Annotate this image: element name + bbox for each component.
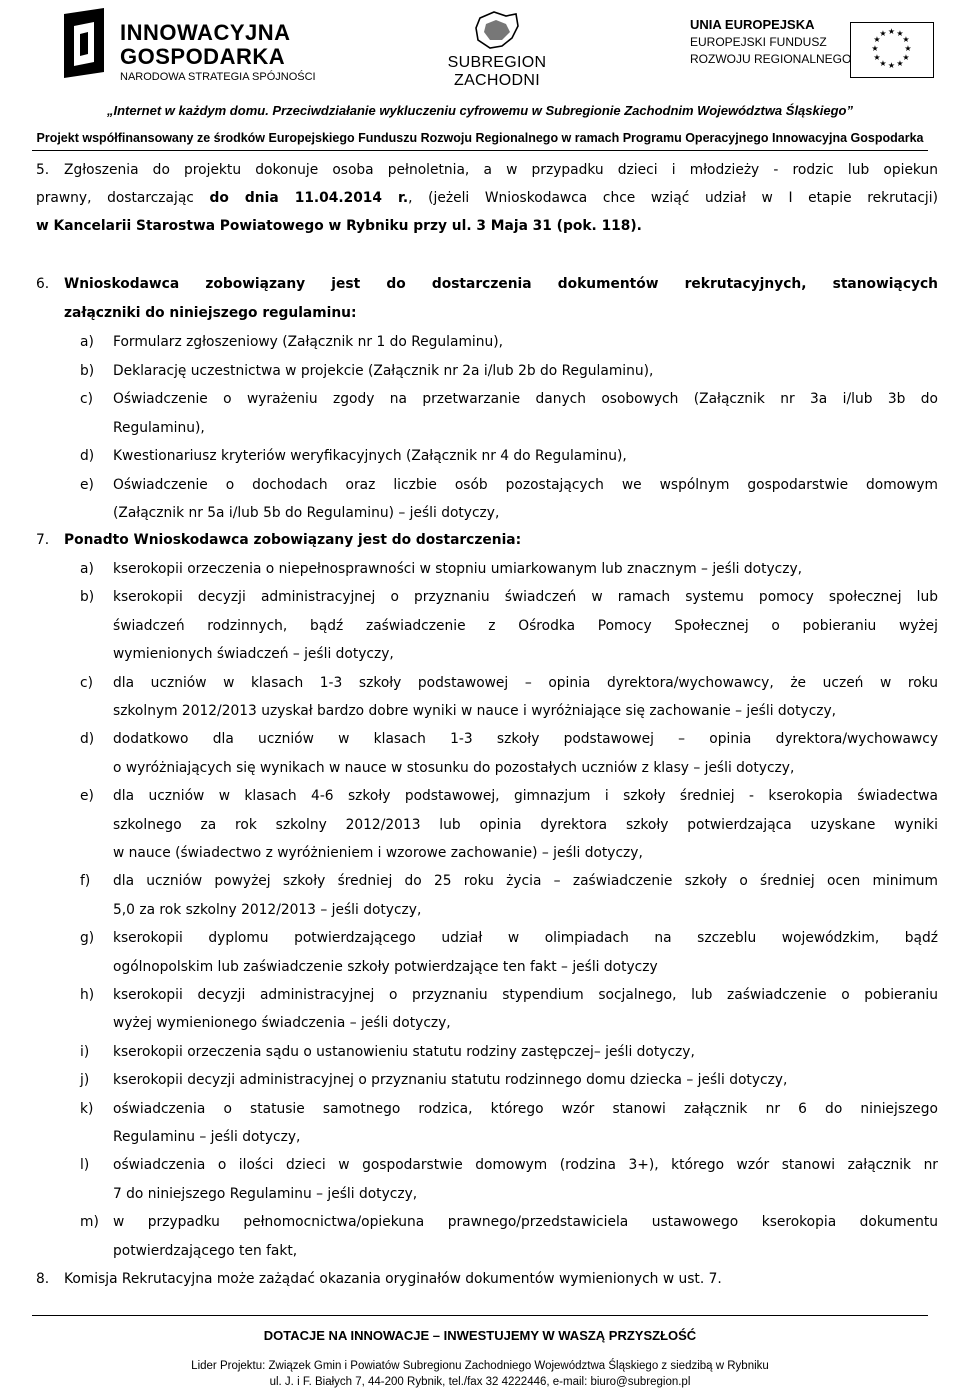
svg-text:★: ★ <box>873 53 881 62</box>
section-6-item-text: Deklarację uczestnictwa w projekcie (Załącznik nr 2a i/lub 2b do Regulaminu), <box>113 362 654 379</box>
section-6-item-text: Oświadczenie o wyrażeniu zgody na przetwarzanie danych osobowych (Załącznik nr 3a i/lub 3b do <box>113 391 938 407</box>
cofinancing-note: Projekt współfinansowany ze środków Europejskiego Funduszu Rozwoju Regionalnego w ramach Programu Operacyjnego Innowacyjna Gospodarka <box>36 131 924 145</box>
section-5-number: 5. <box>36 162 50 178</box>
section-7-item-label: m) <box>80 1214 99 1231</box>
section-6-item-text: Formularz zgłoszeniowy (Załącznik nr 1 do Regulaminu), <box>113 334 503 350</box>
section-7-item-text: ogólnopolskim lub zaświadczenie szkoły potwierdzające ten fakt – jeśli dotyczy <box>113 958 658 975</box>
subregion-logo-text: SUBREGION ZACHODNI <box>447 54 547 89</box>
svg-text:★: ★ <box>904 44 912 53</box>
section-7-item-text: szkolnym 2012/2013 uzyskał bardzo dobre wyniki w nauce i wyróżniające się zachowanie – jeśli dotyczy, <box>113 703 837 719</box>
logo-line-2: GOSPODARKA <box>120 44 286 69</box>
footer-slogan: DOTACJE NA INNOWACJE – INWESTUJEMY W WASZĄ PRZYSZŁOŚĆ <box>263 1328 697 1343</box>
svg-text:★: ★ <box>902 35 910 44</box>
svg-text:★: ★ <box>879 59 887 68</box>
logo-line-1: INNOWACYJNA <box>120 20 291 45</box>
section-7-line-1: Ponadto Wnioskodawca zobowiązany jest do dostarczenia: <box>64 532 522 548</box>
section-8-number: 8. <box>36 1271 50 1287</box>
section-5-line-2: prawny, dostarczając do dnia 11.04.2014 r., (jeżeli Wnioskodawca chce wziąć udział w I etapie rekrutacji) <box>36 190 938 206</box>
svg-text:★: ★ <box>879 29 887 38</box>
section-7-item-text: świadczeń rodzinnych, bądź zaświadczenie z Ośrodka Pomocy Społecznej o pobieraniu wyżej <box>113 617 938 634</box>
section-7-item-text: w przypadku pełnomocnictwa/opiekuna prawnego/przedstawiciela ustawowego kserokopia dokumentu <box>113 1214 938 1231</box>
section-6-item-text: (Załącznik nr 5a i/lub 5b do Regulaminu) – jeśli dotyczy, <box>113 505 500 521</box>
section-7-item-label: j) <box>80 1072 90 1089</box>
svg-text:★: ★ <box>871 44 879 53</box>
project-title: „Internet w każdym domu. Przeciwdziałanie wykluczeniu cyfrowemu w Subregionie Zachodnim Województwa Śląskiego” <box>107 103 853 118</box>
section-7-item-text: potwierdzającego ten fakt, <box>113 1242 298 1259</box>
section-6-item-text: Kwestionariusz kryteriów weryfikacyjnych (Załącznik nr 4 do Regulaminu), <box>113 448 627 464</box>
subregion-map-icon <box>472 10 522 52</box>
eu-logo-line-2: EUROPEJSKI FUNDUSZ <box>690 35 827 49</box>
footer-leader: Lider Projektu: Związek Gmin i Powiatów Subregionu Zachodniego Województwa Śląskiego z siedzibą w Rybniku <box>191 1360 769 1372</box>
svg-text:★: ★ <box>873 35 881 44</box>
section-6-number: 6. <box>36 276 50 292</box>
svg-text:★: ★ <box>896 29 904 38</box>
section-7-item-label: a) <box>80 561 94 577</box>
section-7-item-label: f) <box>80 873 91 890</box>
innowacyjna-gospodarka-logo <box>60 8 320 82</box>
section-7-item-label: l) <box>80 1157 90 1174</box>
section-7-item-text: dla uczniów w klasach 1-3 szkoły podstawowej – opinia dyrektora/wychowawcy, że uczeń w roku <box>113 674 938 691</box>
section-6-item-label: b) <box>80 362 95 379</box>
header-divider <box>32 150 928 151</box>
section-7-item-text: szkolnego za rok szkolny 2012/2013 lub opinia dyrektora szkoły potwierdzająca uzyskane wyniki <box>113 816 938 833</box>
section-6-line-2: załączniki do niniejszego regulaminu: <box>64 305 357 321</box>
section-7-item-text: wymienionych świadczeń – jeśli dotyczy, <box>113 646 394 663</box>
eu-flag-icon <box>850 22 934 78</box>
footer-divider <box>32 1315 928 1316</box>
eu-logo-line-1: UNIA EUROPEJSKA <box>690 17 815 32</box>
section-7-number: 7. <box>36 532 50 548</box>
section-7-item-label: g) <box>80 930 95 947</box>
logo-line-3: NARODOWA STRATEGIA SPÓJNOŚCI <box>120 71 316 83</box>
footer-address: ul. J. i F. Białych 7, 44-200 Rybnik, tel./fax 32 4222446, e-mail: biuro@subregion.pl <box>269 1376 691 1388</box>
svg-text:★: ★ <box>887 27 896 36</box>
section-7-item-label: c) <box>80 674 93 691</box>
section-7-item-text: kserokopii decyzji administracyjnej o przyznaniu stypendium socjalnego, lub zaświadczenie o pobieraniu <box>113 987 938 1003</box>
section-7-item-text: kserokopii decyzji administracyjnej o przyznaniu statutu rodzinnego domu dziecka – jeśli dotyczy, <box>113 1072 788 1089</box>
section-5-line-1: Zgłoszenia do projektu dokonuje osoba pełnoletnia, a w przypadku dzieci i młodzieży - rodzic lub opiekun <box>64 162 938 178</box>
section-7-item-text: 7 do niniejszego Regulaminu – jeśli dotyczy, <box>113 1185 418 1202</box>
section-6-item-text: Oświadczenie o dochodach oraz liczbie osób pozostających we wspólnym gospodarstwie domowym <box>113 476 938 493</box>
section-7-item-text: 5,0 za rok szkolny 2012/2013 – jeśli dotyczy, <box>113 901 422 918</box>
section-7-item-label: h) <box>80 987 95 1003</box>
section-7-item-text: dla uczniów powyżej szkoły średniej do 25 roku życia – zaświadczenie szkoły o średniej ocen minimum <box>113 873 938 890</box>
section-8-line-1: Komisja Rekrutacyjna może zażądać okazania oryginałów dokumentów wymienionych w ust. 7. <box>64 1271 722 1287</box>
svg-text:★: ★ <box>887 61 896 70</box>
section-7-item-text: kserokopii orzeczenia sądu o ustanowieniu statutu rodziny zastępczej– jeśli dotyczy, <box>113 1043 695 1060</box>
deadline-date: do dnia 11.04.2014 r. <box>209 190 409 206</box>
section-6-item-label: a) <box>80 334 94 350</box>
section-7-item-text: dla uczniów w klasach 4-6 szkoły podstawowej, gimnazjum i szkoły średniej - kserokopia świadectwa <box>113 788 938 805</box>
section-7-item-label: d) <box>80 731 95 748</box>
section-7-item-text: Regulaminu – jeśli dotyczy, <box>113 1129 301 1145</box>
section-6-item-label: c) <box>80 391 93 407</box>
section-7-item-text: dodatkowo dla uczniów w klasach 1-3 szkoły podstawowej – opinia dyrektora/wychowawcy <box>113 731 938 748</box>
eu-logo-line-3: ROZWOJU REGIONALNEGO <box>690 52 852 66</box>
innowacyjna-gospodarka-mark-icon <box>60 8 108 80</box>
section-7-item-label: e) <box>80 788 94 805</box>
page-header <box>0 0 960 150</box>
section-6-line-1: Wnioskodawca zobowiązany jest do dostarczenia dokumentów rekrutacyjnych, stanowiących <box>64 276 938 292</box>
section-6-item-label: d) <box>80 448 95 464</box>
section-7-item-text: oświadczenia o statusie samotnego rodzica, którego wzór stanowi załącznik nr 6 do niniejszego <box>113 1100 938 1117</box>
svg-text:★: ★ <box>902 53 910 62</box>
section-7-item-label: k) <box>80 1100 94 1117</box>
section-7-item-label: b) <box>80 589 95 606</box>
section-7-item-text: kserokopii dyplomu potwierdzającego udział w olimpiadach na szczeblu wojewódzkim, bądź <box>113 930 938 947</box>
subregion-zachodni-logo <box>412 10 582 89</box>
section-7-item-label: i) <box>80 1043 90 1060</box>
section-6-item-label: e) <box>80 476 94 493</box>
svg-text:★: ★ <box>896 59 904 68</box>
section-7-item-text: kserokopii orzeczenia o niepełnosprawności w stopniu umiarkowanym lub znacznym – jeśli dotyczy, <box>113 561 803 577</box>
section-6-item-text: Regulaminu), <box>113 419 205 436</box>
section-7-item-text: oświadczenia o ilości dzieci w gospodarstwie domowym (rodzina 3+), którego wzór stanowi załącznik nr <box>113 1157 938 1174</box>
section-7-item-text: kserokopii decyzji administracyjnej o przyznaniu świadczeń w ramach systemu pomocy społecznej lub <box>113 589 938 606</box>
section-7-item-text: wyżej wymienionego świadczenia – jeśli dotyczy, <box>113 1015 451 1032</box>
section-5-line-3: w Kancelarii Starostwa Powiatowego w Rybniku przy ul. 3 Maja 31 (pok. 118). <box>36 218 642 234</box>
section-7-item-text: o wyróżniających się wynikach w nauce w stosunku do pozostałych uczniów z klasy – jeśli dotyczy, <box>113 759 795 776</box>
eu-logo <box>690 18 940 78</box>
section-7-item-text: w nauce (świadectwo z wyróżnieniem i wzorowe zachowanie) – jeśli dotyczy, <box>113 845 643 861</box>
